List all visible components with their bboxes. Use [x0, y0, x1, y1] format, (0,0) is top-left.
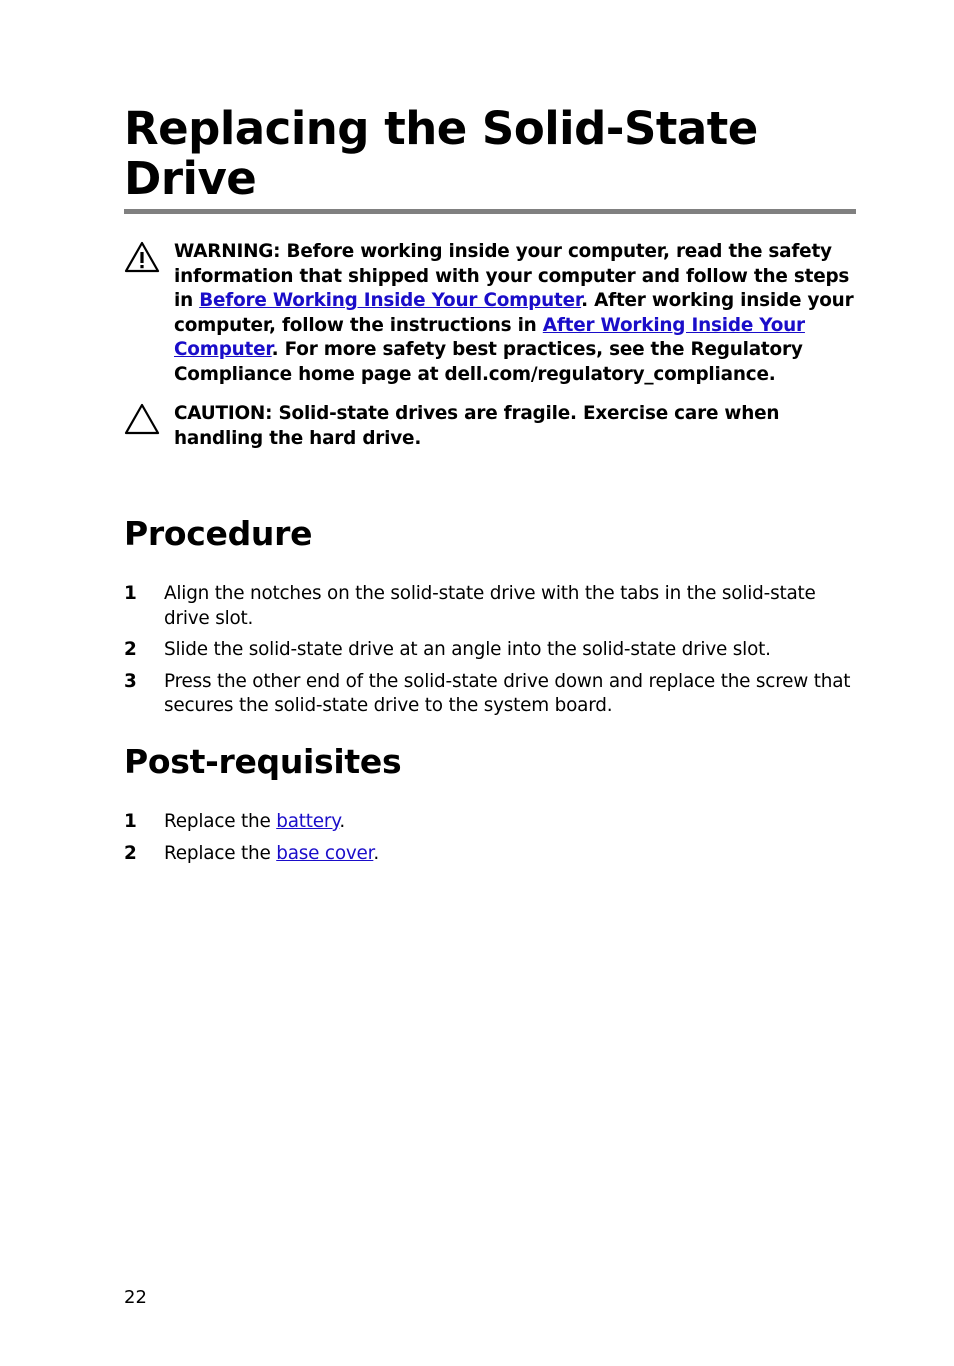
list-item [124, 842, 856, 867]
step-text: Slide the solid-state drive at an angle into the solid-state drive slot. [164, 639, 771, 661]
procedure-heading: Procedure [124, 514, 313, 553]
page-title: Replacing the Solid-State Drive [124, 102, 758, 205]
step-text: Press the other end of the solid-state drive down and replace the screw that secures the solid-state drive to the system board. [164, 670, 851, 717]
list-item [124, 670, 856, 719]
caution-text: CAUTION: Solid-state drives are fragile. Exercise care when handling the hard drive. [174, 403, 780, 449]
battery-link[interactable]: battery [276, 811, 340, 832]
warning-text-part-1: WARNING: Before working inside your computer, read the safety information that shipped with your computer and follow the steps in [174, 241, 850, 312]
step-text-prefix: Replace the [164, 811, 277, 832]
list-item [124, 638, 856, 663]
warning-text-part-3: . For more safety best practices, see the Regulatory Compliance home page at dell.com/regulatory_compliance. [174, 339, 803, 385]
procedure-list [124, 582, 856, 726]
step-number: 1 [124, 811, 137, 832]
step-number: 1 [124, 583, 137, 604]
post-requisites-list [124, 810, 856, 873]
post-requisites-heading: Post-requisites [124, 742, 402, 781]
warning-text-part-2: . After working inside your computer, follow the instructions in [174, 290, 854, 336]
list-item [124, 810, 856, 835]
step-number: 2 [124, 639, 137, 661]
step-text-suffix: . [339, 811, 345, 832]
step-text: Align the notches on the solid-state drive with the tabs in the solid-state drive slot. [164, 583, 816, 629]
title-divider [124, 209, 856, 214]
warning-text [174, 240, 856, 388]
after-working-inside-link[interactable]: After Working Inside Your Computer [174, 314, 805, 361]
step-text-prefix: Replace the [164, 842, 277, 864]
before-working-inside-link[interactable]: Before Working Inside Your Computer [199, 290, 582, 312]
step-text-suffix: . [373, 842, 379, 864]
warning-triangle-icon [124, 241, 160, 273]
list-item [124, 582, 856, 631]
step-number: 2 [124, 842, 137, 864]
page-number: 22 [124, 1287, 147, 1308]
step-number: 3 [124, 670, 137, 692]
caution-triangle-icon [124, 403, 160, 435]
base-cover-link[interactable]: base cover [276, 842, 374, 864]
